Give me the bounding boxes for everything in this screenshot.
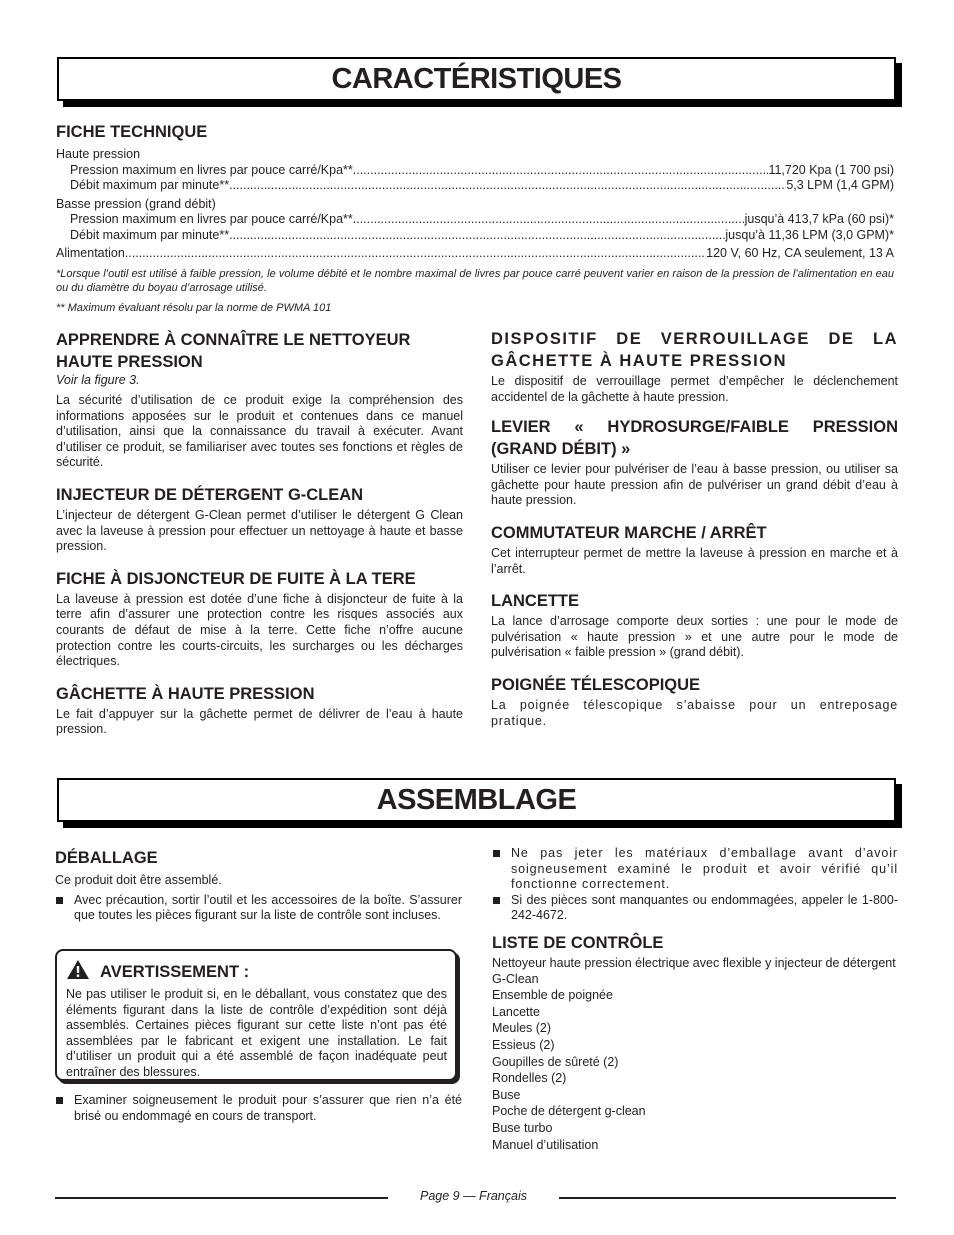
checklist-item: Essieus (2) bbox=[492, 1037, 555, 1052]
injecteur-heading: INJECTEUR DE DÉTERGENT G-CLEAN bbox=[56, 485, 364, 504]
spec-value: 5,3 LPM (1,4 GPM) bbox=[786, 178, 894, 193]
checklist-item: Buse bbox=[492, 1087, 521, 1102]
footer-rule-right bbox=[559, 1197, 896, 1199]
commutateur-heading: COMMUTATEUR MARCHE / ARRÊT bbox=[491, 523, 767, 542]
spec-label: Pression maximum en livres par pouce carré/Kpa** bbox=[70, 162, 353, 177]
liste-heading: LISTE DE CONTRÔLE bbox=[492, 933, 664, 952]
deballage-list-continued bbox=[55, 1093, 462, 1124]
figure-ref: Voir la figure 3. bbox=[56, 373, 140, 387]
checklist-item: Poche de détergent g-clean bbox=[492, 1104, 646, 1119]
right-column bbox=[491, 328, 898, 729]
warning-text: Ne pas utiliser le produit si, en le déballant, vous constatez que des éléments figurant dans la liste de contrôle d’expédition sont déjà assemblés. Certaines pièces figurant sur cette liste n’ont pas été assemblées par le fabricant et exigent une installation. Le fait d’utiliser un produit qui a été assemblé de façon inadéquate peut entraîner des blessures. bbox=[66, 987, 447, 1079]
list-item: Ne pas jeter les matériaux d’emballage avant d’avoir soigneusement examiné le produit et avoir vérifié qu’il fonctionne correctement. bbox=[492, 846, 898, 893]
checklist-item: Manuel d’utilisation bbox=[492, 1137, 599, 1152]
poignee-heading: POIGNÉE TÉLESCOPIQUE bbox=[491, 675, 701, 694]
commutateur-text: Cet interrupteur permet de mettre la laveuse à pression en marche et à l’arrêt. bbox=[491, 545, 898, 576]
section-title: CARACTÉRISTIQUES bbox=[331, 62, 622, 95]
list-item: Examiner soigneusement le produit pour s’assurer que rien n’a été brisé ou endommagé en cours de transport. bbox=[55, 1093, 462, 1124]
poignee-text: La poignée télescopique s’abaisse pour un entreposage pratique. bbox=[491, 697, 898, 728]
levier-heading: LEVIER « HYDROSURGE/FAIBLE PRESSION (GRAND DÉBIT) » bbox=[491, 418, 898, 459]
fiche-technique bbox=[56, 121, 894, 315]
spec-row-alimentation bbox=[56, 246, 894, 262]
checklist bbox=[492, 956, 898, 1153]
list-item: Si des pièces sont manquantes ou endommagées, appeler le 1-800-242-4672. bbox=[492, 893, 898, 924]
spec-label: Débit maximum par minute** bbox=[70, 178, 230, 193]
spec-value: 120 V, 60 Hz, CA seulement, 13 A bbox=[706, 245, 894, 260]
dispositif-heading: DISPOSITIF DE VERROUILLAGE DE LA GÂCHETTE À HAUTE PRESSION bbox=[491, 330, 898, 370]
page-number: Page 9 bbox=[419, 1189, 460, 1203]
deballage-list-3 bbox=[492, 846, 898, 924]
spec-value: 11,720 Kpa (1 700 psi) bbox=[768, 162, 894, 177]
fiche-heading: FICHE TECHNIQUE bbox=[56, 123, 208, 141]
assemblage-banner bbox=[57, 778, 896, 822]
warning-heading: AVERTISSEMENT : bbox=[100, 963, 250, 981]
page-footer bbox=[388, 1189, 559, 1203]
spec-row bbox=[70, 178, 894, 194]
deballage-heading: DÉBALLAGE bbox=[55, 849, 158, 867]
spec-value: jusqu’à 11,36 LPM (3,0 GPM)* bbox=[725, 227, 894, 242]
list-item: Avec précaution, sortir l’outil et les accessoires de la boîte. S’assurer que toutes les pièces figurant sur la liste de contrôle sont incluses. bbox=[55, 893, 462, 924]
caracteristiques-banner bbox=[57, 57, 896, 101]
checklist-item: Lancette bbox=[492, 1004, 540, 1019]
deballage-section bbox=[55, 847, 462, 924]
spec-label: Débit maximum par minute** bbox=[70, 227, 230, 242]
apprendre-text: La sécurité d’utilisation de ce produit exige la compréhension des informations apposées sur le produit et contenues dans ce manuel d’utilisation, ainsi que la connaissance du travail à exécuter. Avant d’utiliser ce produit, se familiariser avec toutes ses fonctions et règles de sécurité. bbox=[56, 393, 463, 470]
checklist-item: Nettoyeur haute pression électrique avec flexible y injecteur de détergent G-Clean bbox=[492, 955, 896, 986]
fiche-disjoncteur-text: La laveuse à pression est dotée d’une fiche à disjoncteur de fuite à la terre afin d’assurer une protection contre les risques associés aux courants de défaut de mise à la terre. Cette fiche n’offre aucune protection contre les courts-circuits, les surcharges ou les décharges électriques. bbox=[56, 591, 463, 669]
left-column bbox=[56, 329, 463, 738]
apprendre-heading: APPRENDRE À CONNAÎTRE LE NETTOYEUR HAUTE PRESSION bbox=[56, 331, 411, 371]
spec-row bbox=[70, 163, 894, 179]
basse-pression-label: Basse pression (grand débit) bbox=[56, 196, 216, 211]
checklist-item: Buse turbo bbox=[492, 1120, 553, 1135]
footnote-1: *Lorsque l’outil est utilisé à faible pression, le volume débité et le nombre maximal de livres par pouce carré peuvent varier en raison de la pression de l’alimentation en eau ou du diamètre du boyau d’arrosage utilisé. bbox=[56, 268, 894, 295]
haute-pression-label: Haute pression bbox=[56, 147, 141, 161]
lancette-heading: LANCETTE bbox=[491, 592, 579, 611]
spec-value: jusqu’à 413,7 kPa (60 psi)* bbox=[744, 212, 894, 227]
lancette-text: La lance d’arrosage comporte deux sorties : une pour le mode de pulvérisation « haute pression » et une autre pour le mode de pulvérisation « faible pression » (grand débit). bbox=[491, 614, 898, 660]
footer-rule-left bbox=[55, 1197, 388, 1199]
spec-row bbox=[70, 228, 894, 244]
spec-label: Alimentation bbox=[56, 245, 125, 260]
spec-row bbox=[70, 212, 894, 228]
deballage-list-2 bbox=[55, 1093, 462, 1124]
assemblage-right-column bbox=[492, 846, 898, 1153]
footnote-2: ** Maximum évaluant résolu par la norme de PWMA 101 bbox=[56, 302, 332, 315]
levier-text: Utiliser ce levier pour pulvériser de l’eau à basse pression, ou utiliser sa gâchette pour haute pression afin de pulvériser un grand débit d’eau à haute pression. bbox=[491, 462, 898, 508]
gachette-heading: GÂCHETTE À HAUTE PRESSION bbox=[56, 684, 315, 703]
warning-triangle-icon bbox=[66, 959, 90, 985]
injecteur-text: L’injecteur de détergent G-Clean permet d’utiliser le détergent G Clean avec la laveuse à pression pour effectuer un nettoyage à haute et basse pression. bbox=[56, 507, 463, 554]
fiche-disjoncteur-heading: FICHE À DISJONCTEUR DE FUITE À LA TERE bbox=[56, 569, 416, 588]
spec-label: Pression maximum en livres par pouce carré/Kpa** bbox=[70, 212, 353, 227]
checklist-item: Meules (2) bbox=[492, 1021, 552, 1036]
section-title: ASSEMBLAGE bbox=[376, 783, 577, 816]
gachette-text: Le fait d’appuyer sur la gâchette permet de délivrer de l’eau à haute pression. bbox=[56, 706, 463, 737]
warning-box bbox=[55, 949, 457, 1081]
checklist-item: Goupilles de sûreté (2) bbox=[492, 1054, 619, 1069]
deballage-list bbox=[55, 893, 462, 924]
page-language: — Français bbox=[459, 1189, 527, 1203]
deballage-intro: Ce produit doit être assemblé. bbox=[55, 873, 222, 887]
checklist-item: Rondelles (2) bbox=[492, 1071, 567, 1086]
dispositif-text: Le dispositif de verrouillage permet d’empêcher le déclenchement accidentel de la gâchette à haute pression. bbox=[491, 374, 898, 404]
checklist-item: Ensemble de poignée bbox=[492, 988, 613, 1003]
